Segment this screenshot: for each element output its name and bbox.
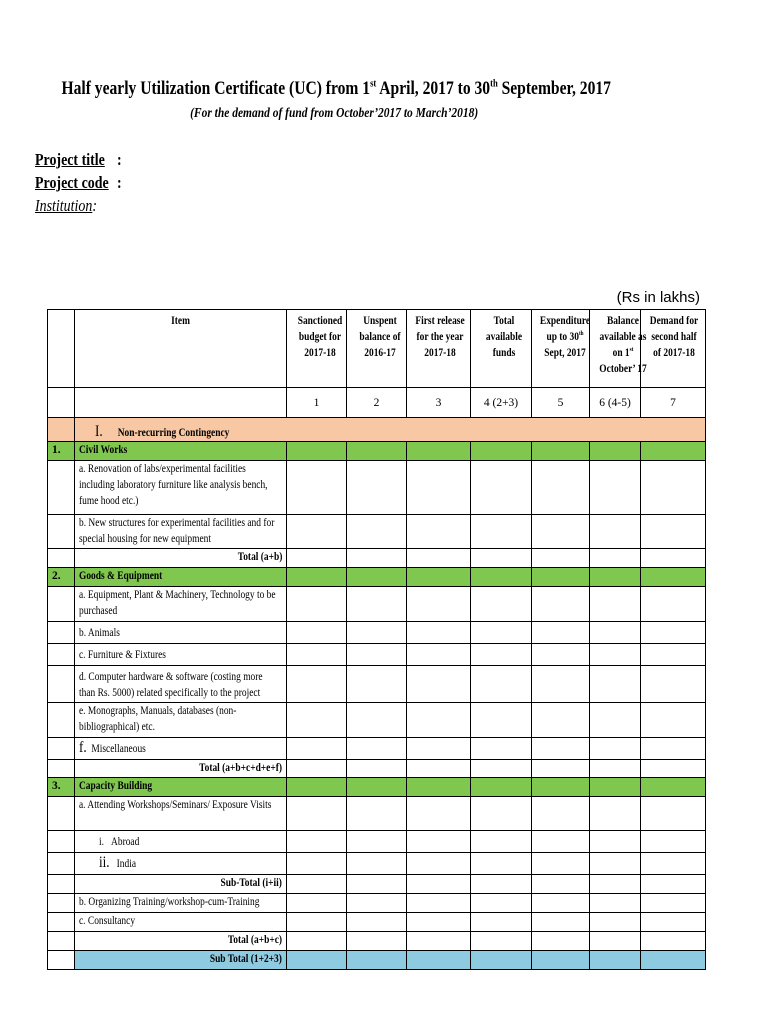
capacity-item-i-num: i. xyxy=(99,835,104,848)
capacity-item-c: c. Consultancy xyxy=(79,915,136,927)
table-row xyxy=(48,587,706,622)
civil-works-title: Civil Works xyxy=(79,444,128,456)
utilization-table xyxy=(47,309,706,970)
goods-equipment-row xyxy=(48,568,706,587)
table-row xyxy=(48,461,706,515)
col-number: 5 xyxy=(532,388,590,418)
serial-number: 1. xyxy=(48,442,75,461)
capacity-item-i: Abroad xyxy=(111,835,140,848)
civil-item-a: a. Renovation of labs/experimental facilities including laboratory furniture like analysis bench, fume hood etc.) xyxy=(79,463,268,507)
capacity-subtotal: Sub-Total (i+ii) xyxy=(220,877,282,889)
capacity-item-ii-num: ii. xyxy=(99,854,110,871)
goods-item-c: c. Furniture & Fixtures xyxy=(79,648,166,661)
capacity-item-ii: India xyxy=(116,858,137,870)
capacity-total: Total (a+b+c) xyxy=(227,934,282,946)
col5-header: Expenditure up to 30th Sept, 2017 xyxy=(532,310,590,388)
document-title: Half yearly Utilization Certificate (UC) from 1st April, 2017 to 30th September, 2017 xyxy=(61,78,611,99)
col7-header: Demand for second half of 2017-18 xyxy=(641,310,706,388)
col3-header: First release for the year 2017-18 xyxy=(407,310,471,388)
goods-item-f: Miscellaneous xyxy=(91,743,146,755)
col-number: 6 (4-5) xyxy=(590,388,641,418)
table-row xyxy=(48,913,706,932)
table-row xyxy=(48,894,706,913)
serial-number: 2. xyxy=(48,568,75,587)
table-row xyxy=(48,622,706,644)
col-number: 7 xyxy=(641,388,706,418)
table-row xyxy=(48,932,706,951)
goods-item-d: d. Computer hardware & software (costing more than Rs. 5000) related specifically to the project xyxy=(79,671,263,699)
table-row xyxy=(48,644,706,666)
table-row xyxy=(48,831,706,853)
header-row xyxy=(48,310,706,388)
capacity-item-a: a. Attending Workshops/Seminars/ Exposure Visits xyxy=(79,799,272,811)
col1-header: Sanctioned budget for 2017-18 xyxy=(287,310,347,388)
capacity-item-b: b. Organizing Training/workshop-cum-Training xyxy=(79,896,260,908)
grand-subtotal: Sub Total (1+2+3) xyxy=(209,953,282,965)
table-row xyxy=(48,738,706,760)
goods-item-e: e. Monographs, Manuals, databases (non-bibliographical) etc. xyxy=(79,705,237,733)
column-number-row xyxy=(48,388,706,418)
capacity-building-row xyxy=(48,778,706,797)
units-label: (Rs in lakhs) xyxy=(616,289,700,306)
col-number: 2 xyxy=(347,388,407,418)
goods-item-a: a. Equipment, Plant & Machinery, Technology to be purchased xyxy=(79,589,276,617)
section-roman: I. xyxy=(95,423,103,440)
civil-works-row xyxy=(48,442,706,461)
section-title: Non-recurring Contingency xyxy=(117,427,230,439)
goods-item-f-letter: f. xyxy=(79,739,87,756)
capacity-title: Capacity Building xyxy=(79,780,153,792)
col2-header: Unspent balance of 2016-17 xyxy=(347,310,407,388)
goods-title: Goods & Equipment xyxy=(79,570,163,582)
section-row-nonrecurring xyxy=(48,418,706,442)
civil-total: Total (a+b) xyxy=(237,551,282,563)
civil-item-b: b. New structures for experimental facilities and for special housing for new equipment xyxy=(79,517,275,545)
serial-number: 3. xyxy=(48,778,75,797)
table-row xyxy=(48,875,706,894)
table-row xyxy=(48,797,706,831)
project-code-field: Project code : xyxy=(35,173,122,192)
document-subtitle: (For the demand of fund from October’2017 to March’2018) xyxy=(190,106,479,121)
table-row xyxy=(48,515,706,549)
table-row xyxy=(48,703,706,738)
project-title-field: Project title : xyxy=(35,150,122,169)
col-number: 3 xyxy=(407,388,471,418)
item-header: Item xyxy=(75,310,287,388)
col-number: 4 (2+3) xyxy=(471,388,532,418)
col6-header: Balance available as on 1st October’ 17 xyxy=(590,310,641,388)
table-row xyxy=(48,760,706,778)
col4-header: Total available funds xyxy=(471,310,532,388)
table-row xyxy=(48,853,706,875)
table-row xyxy=(48,666,706,703)
col-number: 1 xyxy=(287,388,347,418)
grand-subtotal-row xyxy=(48,951,706,970)
table-row xyxy=(48,549,706,568)
goods-total: Total (a+b+c+d+e+f) xyxy=(199,762,282,774)
goods-item-b: b. Animals xyxy=(79,626,120,639)
institution-field: Institution: xyxy=(35,196,97,215)
